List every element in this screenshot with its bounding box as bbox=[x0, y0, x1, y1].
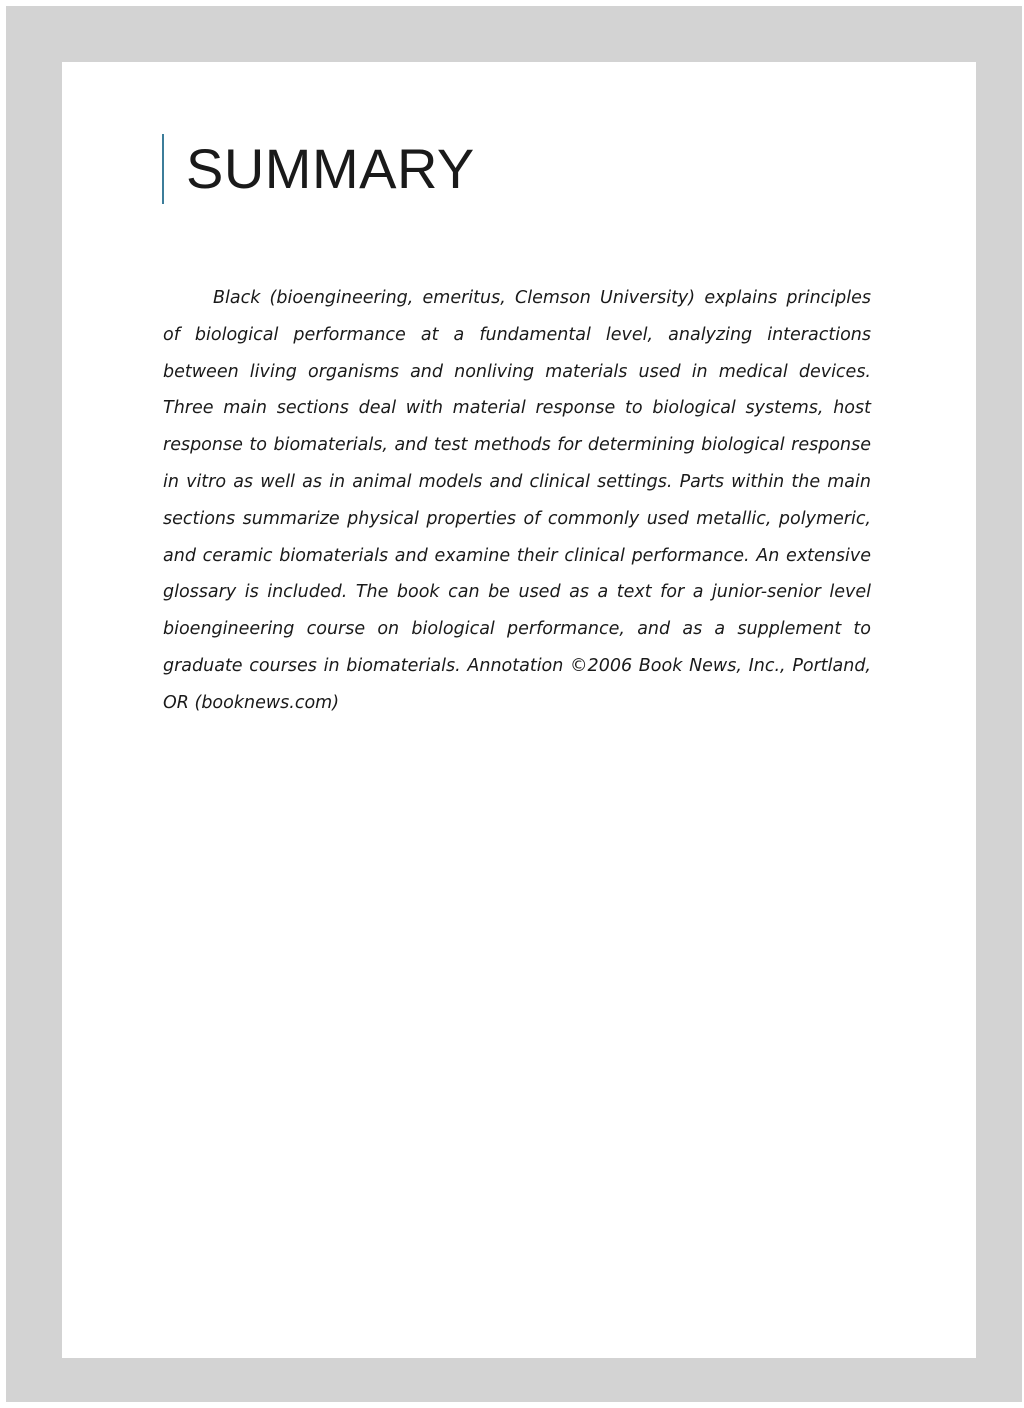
summary-paragraph: Black (bioengineering, emeritus, Clemson University) explains principles of biological performance at a fundamental level, analyzing interactions between living organisms and nonliving materials used in medical devices. Three main sections deal with material response to biological systems, host response to biomaterials, and test methods for determining biological response in vitro as well as in animal models and clinical settings. Parts within the main sections summarize physical properties of commonly used metallic, polymeric, and ceramic biomaterials and examine their clinical performance. An extensive glossary is included. The book can be used as a text for a junior-senior level bioengineering course on biological performance, and as a supplement to graduate courses in biomaterials. Annotation ©2006 Book News, Inc., Portland, OR (booknews.com) bbox=[163, 288, 871, 713]
heading-block bbox=[162, 134, 475, 204]
heading-accent-bar bbox=[162, 134, 164, 204]
page-frame bbox=[6, 6, 1022, 1402]
document-page bbox=[62, 62, 976, 1358]
page-title: SUMMARY bbox=[186, 137, 475, 200]
